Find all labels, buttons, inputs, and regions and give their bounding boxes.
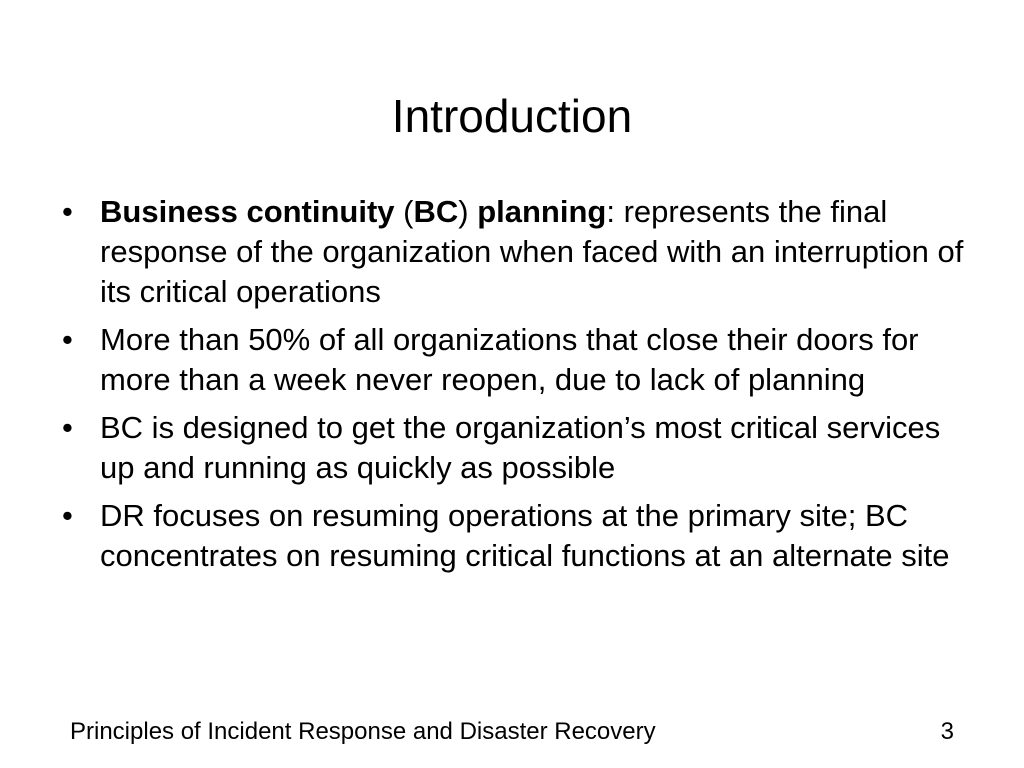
bullet-icon: • [62,498,73,533]
bullet-item-statistic [62,320,982,400]
bullet-icon: • [62,194,73,229]
term-planning: planning [477,194,607,229]
term-bc: BC [413,194,459,229]
bullet-item-dr-vs-bc [62,496,982,576]
page-number: 3 [940,718,954,745]
bullet-icon: • [62,322,73,357]
term-business-continuity: Business continuity [100,194,395,229]
bullet-list [62,192,982,584]
bullet-text: More than 50% of all organizations that close their doors for more than a week never reopen, due to lack of planning [100,322,919,397]
slide-title: Introduction [391,90,633,142]
bullet-text: DR focuses on resuming operations at the primary site; BC concentrates on resuming critical functions at an alternate site [100,498,950,573]
slide-footer: Principles of Incident Response and Disaster Recovery [70,718,656,745]
paren-open: ( [394,194,414,229]
paren-close: ) [458,194,478,229]
bullet-text: : represents the final response of the organization when faced with an interruption of its critical operations [100,194,964,309]
bullet-item-bc-planning [62,192,982,312]
bullet-text: BC is designed to get the organization’s most critical services up and running as quickly as possible [100,410,941,485]
bullet-item-bc-design [62,408,982,488]
bullet-icon: • [62,410,73,445]
